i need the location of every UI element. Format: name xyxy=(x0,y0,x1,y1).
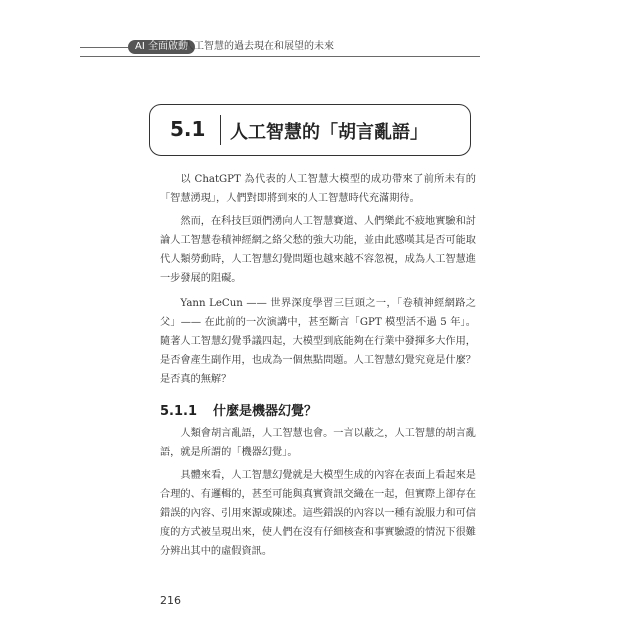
page-number: 216 xyxy=(160,594,181,607)
book-label-badge: AI 全面啟動 xyxy=(128,40,195,54)
subsection-paragraph-1: 人類會胡言亂語，人工智慧也會。一言以蔽之，人工智慧的胡言亂語，就是所謂的「機器幻覺」。 xyxy=(160,428,476,458)
paragraph-1: 以 ChatGPT 為代表的人工智慧大模型的成功帶來了前所未有的「智慧湧現」，人們對即將到來的人工智慧時代充滿期待。 xyxy=(160,174,476,204)
subsection-number: 5.1.1 xyxy=(160,404,198,419)
chapter-title: 人工智慧的過去現在和展望的未來 xyxy=(184,41,334,52)
header-rule xyxy=(80,56,480,57)
paragraph-3: Yann LeCun —— 世界深度學習三巨頭之一，「卷積神經網路之父」—— 在此前的一次演講中，甚至斷言「GPT 模型活不過 5 年」。隨著人工智慧幻覺爭議四起，大模型到底能夠在行業中發揮多大作用，是否會產生副作用，也成為一個焦點問題。人工智慧幻覺究竟是什麼？是否真的無解？ xyxy=(160,298,476,385)
header-rule-left xyxy=(80,47,128,48)
paragraph-2: 然而，在科技巨頭們湧向人工智慧賽道、人們樂此不疲地實驗和討論人工智慧卷積神經網之絡父愁的強大功能，並由此感嘆其是否可能取代人類勞動時，人工智慧幻覺問題也越來越不容忽視，成為人工智慧進一步發展的阻礙。 xyxy=(160,216,476,284)
subsection-title: 什麼是機器幻覺？ xyxy=(213,404,318,419)
section-title: 人工智慧的「胡言亂語」 xyxy=(230,122,428,143)
section-heading-box xyxy=(149,104,471,156)
section-divider xyxy=(220,115,221,145)
subsection-heading xyxy=(160,400,317,419)
section-number: 5.1 xyxy=(170,117,206,141)
subsection-paragraph-2: 具體來看，人工智慧幻覺就是大模型生成的內容在表面上看起來是合理的、有邏輯的，甚至可能與真實資訊交織在一起，但實際上卻存在錯誤的內容、引用來源或陳述。這些錯誤的內容以一種有說服力和可信度的方式被呈現出來，使人們在沒有仔細核查和事實驗證的情況下很難分辨出其中的虛假資訊。 xyxy=(160,470,476,557)
